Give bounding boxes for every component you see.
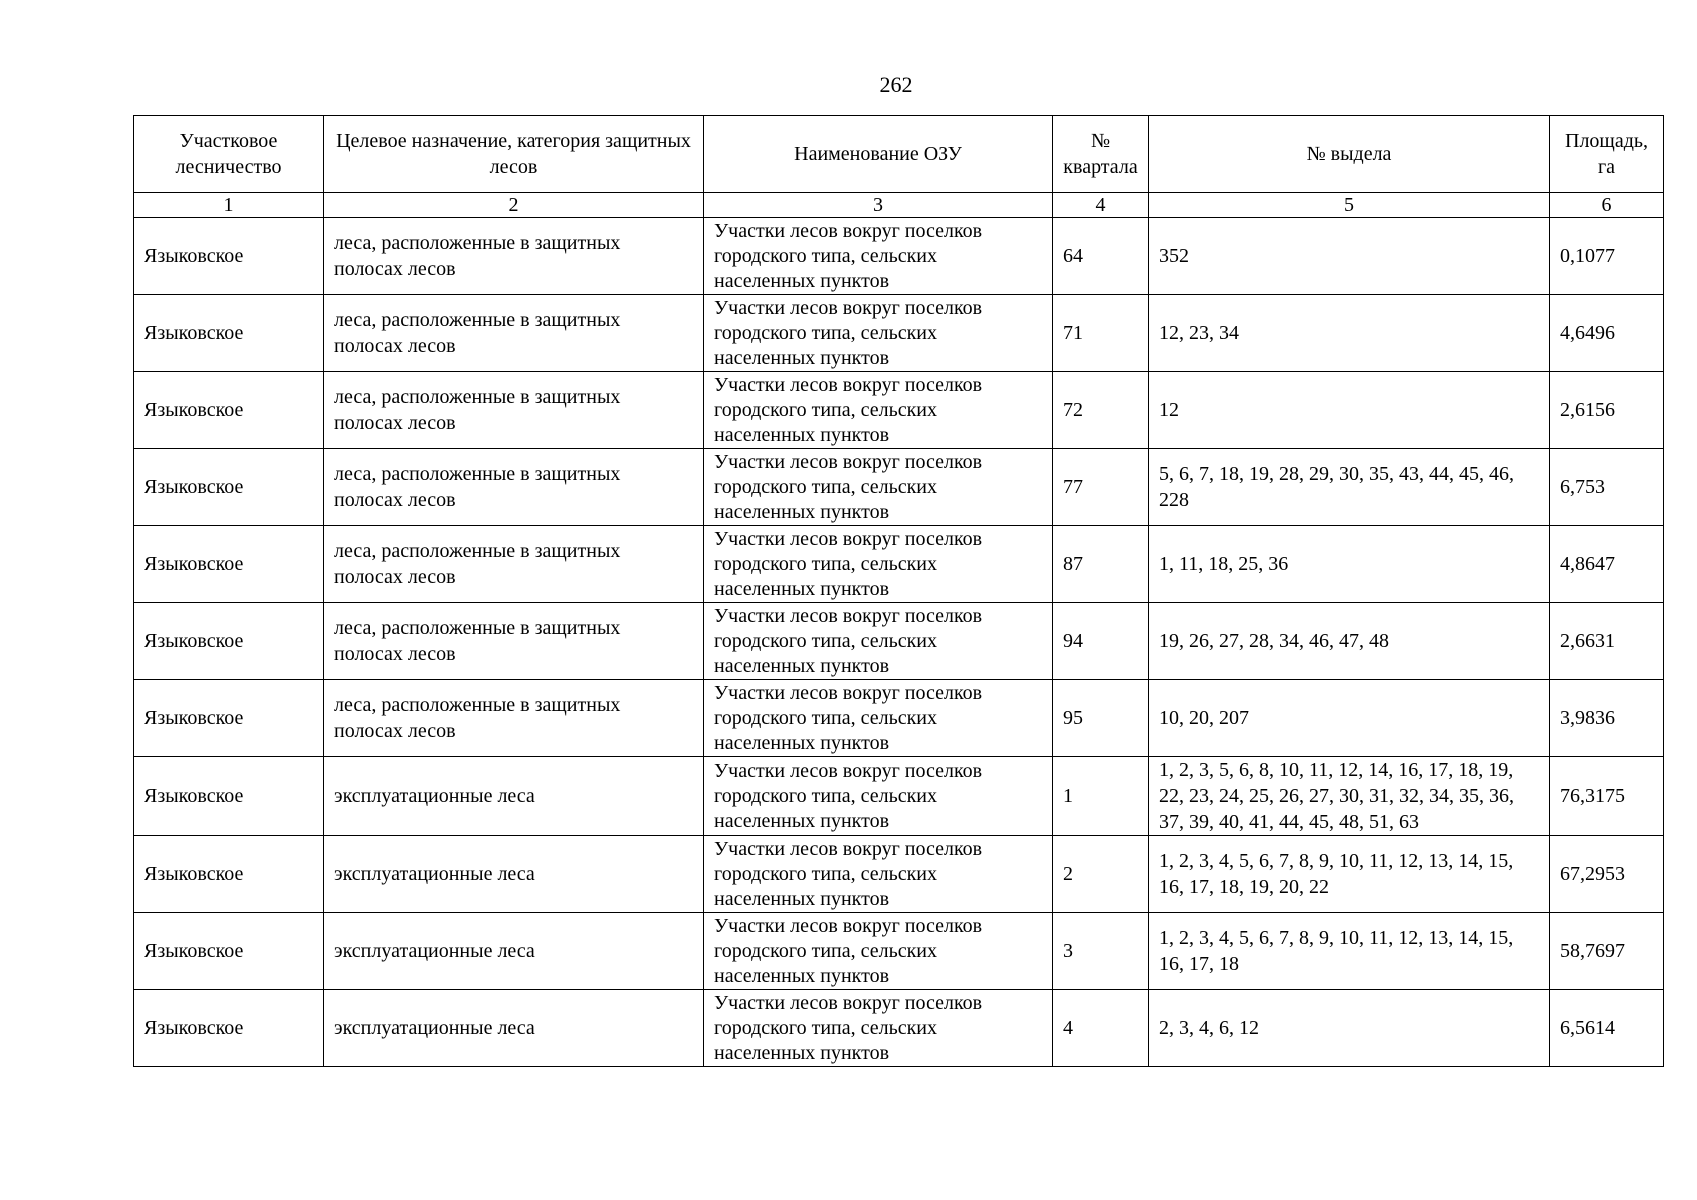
cell-forestry: Языковское	[134, 680, 324, 757]
cell-ozu-name: Участки лесов вокруг поселков городского типа, сельских населенных пунктов	[704, 449, 1053, 526]
cell-forestry: Языковское	[134, 836, 324, 913]
header-quarter: № квартала	[1053, 116, 1149, 193]
cell-ozu-name: Участки лесов вокруг поселков городского типа, сельских населенных пунктов	[704, 295, 1053, 372]
cell-quarter: 77	[1053, 449, 1149, 526]
table-row	[134, 836, 1664, 913]
header-ozu-name: Наименование ОЗУ	[704, 116, 1053, 193]
cell-forestry: Языковское	[134, 372, 324, 449]
cell-ozu-name: Участки лесов вокруг поселков городского типа, сельских населенных пунктов	[704, 372, 1053, 449]
cell-area: 0,1077	[1550, 218, 1664, 295]
cell-allotment: 10, 20, 207	[1149, 680, 1550, 757]
header-purpose: Целевое назначение, категория защитных лесов	[324, 116, 704, 193]
cell-quarter: 1	[1053, 757, 1149, 836]
cell-purpose: леса, расположенные в защитных полосах лесов	[324, 449, 704, 526]
cell-purpose: леса, расположенные в защитных полосах лесов	[324, 526, 704, 603]
cell-forestry: Языковское	[134, 913, 324, 990]
cell-ozu-name: Участки лесов вокруг поселков городского типа, сельских населенных пунктов	[704, 757, 1053, 836]
cell-allotment: 1, 11, 18, 25, 36	[1149, 526, 1550, 603]
cell-quarter: 2	[1053, 836, 1149, 913]
cell-area: 4,6496	[1550, 295, 1664, 372]
table-row	[134, 526, 1664, 603]
column-number-row	[134, 193, 1664, 218]
cell-purpose: эксплуатационные леса	[324, 836, 704, 913]
table-row	[134, 990, 1664, 1067]
table-row	[134, 218, 1664, 295]
cell-forestry: Языковское	[134, 218, 324, 295]
cell-quarter: 71	[1053, 295, 1149, 372]
cell-ozu-name: Участки лесов вокруг поселков городского типа, сельских населенных пунктов	[704, 603, 1053, 680]
cell-ozu-name: Участки лесов вокруг поселков городского типа, сельских населенных пунктов	[704, 990, 1053, 1067]
cell-area: 6,753	[1550, 449, 1664, 526]
cell-quarter: 72	[1053, 372, 1149, 449]
table-row	[134, 680, 1664, 757]
column-number: 6	[1550, 193, 1664, 218]
cell-purpose: эксплуатационные леса	[324, 757, 704, 836]
cell-allotment: 5, 6, 7, 18, 19, 28, 29, 30, 35, 43, 44, 45, 46, 228	[1149, 449, 1550, 526]
cell-forestry: Языковское	[134, 449, 324, 526]
cell-forestry: Языковское	[134, 757, 324, 836]
table-row	[134, 295, 1664, 372]
cell-area: 3,9836	[1550, 680, 1664, 757]
column-number: 2	[324, 193, 704, 218]
table-row	[134, 372, 1664, 449]
cell-area: 2,6631	[1550, 603, 1664, 680]
column-number: 5	[1149, 193, 1550, 218]
cell-area: 67,2953	[1550, 836, 1664, 913]
cell-quarter: 3	[1053, 913, 1149, 990]
cell-forestry: Языковское	[134, 990, 324, 1067]
table-row	[134, 603, 1664, 680]
cell-ozu-name: Участки лесов вокруг поселков городского типа, сельских населенных пунктов	[704, 913, 1053, 990]
cell-quarter: 87	[1053, 526, 1149, 603]
cell-ozu-name: Участки лесов вокруг поселков городского типа, сельских населенных пунктов	[704, 526, 1053, 603]
cell-purpose: леса, расположенные в защитных полосах лесов	[324, 218, 704, 295]
cell-forestry: Языковское	[134, 295, 324, 372]
cell-area: 58,7697	[1550, 913, 1664, 990]
column-number: 3	[704, 193, 1053, 218]
cell-forestry: Языковское	[134, 603, 324, 680]
cell-forestry: Языковское	[134, 526, 324, 603]
cell-purpose: эксплуатационные леса	[324, 990, 704, 1067]
cell-allotment: 12	[1149, 372, 1550, 449]
cell-ozu-name: Участки лесов вокруг поселков городского типа, сельских населенных пунктов	[704, 836, 1053, 913]
cell-quarter: 94	[1053, 603, 1149, 680]
cell-ozu-name: Участки лесов вокруг поселков городского типа, сельских населенных пунктов	[704, 218, 1053, 295]
cell-area: 2,6156	[1550, 372, 1664, 449]
header-area: Площадь, га	[1550, 116, 1664, 193]
table-row	[134, 913, 1664, 990]
cell-area: 76,3175	[1550, 757, 1664, 836]
cell-quarter: 64	[1053, 218, 1149, 295]
cell-purpose: леса, расположенные в защитных полосах лесов	[324, 603, 704, 680]
cell-area: 4,8647	[1550, 526, 1664, 603]
header-allotment: № выдела	[1149, 116, 1550, 193]
table-row	[134, 757, 1664, 836]
cell-purpose: леса, расположенные в защитных полосах лесов	[324, 680, 704, 757]
column-number: 1	[134, 193, 324, 218]
cell-ozu-name: Участки лесов вокруг поселков городского типа, сельских населенных пунктов	[704, 680, 1053, 757]
cell-allotment: 12, 23, 34	[1149, 295, 1550, 372]
table-row	[134, 449, 1664, 526]
header-forestry: Участковое лесничество	[134, 116, 324, 193]
cell-quarter: 4	[1053, 990, 1149, 1067]
cell-allotment: 1, 2, 3, 4, 5, 6, 7, 8, 9, 10, 11, 12, 13, 14, 15, 16, 17, 18	[1149, 913, 1550, 990]
cell-area: 6,5614	[1550, 990, 1664, 1067]
column-number: 4	[1053, 193, 1149, 218]
cell-allotment: 1, 2, 3, 4, 5, 6, 7, 8, 9, 10, 11, 12, 13, 14, 15, 16, 17, 18, 19, 20, 22	[1149, 836, 1550, 913]
cell-quarter: 95	[1053, 680, 1149, 757]
cell-allotment: 2, 3, 4, 6, 12	[1149, 990, 1550, 1067]
cell-purpose: эксплуатационные леса	[324, 913, 704, 990]
cell-allotment: 352	[1149, 218, 1550, 295]
table-header-row	[134, 116, 1664, 193]
cell-purpose: леса, расположенные в защитных полосах лесов	[324, 295, 704, 372]
forest-table	[133, 115, 1664, 1067]
cell-allotment: 19, 26, 27, 28, 34, 46, 47, 48	[1149, 603, 1550, 680]
cell-purpose: леса, расположенные в защитных полосах лесов	[324, 372, 704, 449]
cell-allotment: 1, 2, 3, 5, 6, 8, 10, 11, 12, 14, 16, 17, 18, 19, 22, 23, 24, 25, 26, 27, 30, 31, 32, 34, 35, 36, 37, 39, 40, 41, 44, 45, 48, 51, 63	[1149, 757, 1550, 836]
page-number: 262	[879, 72, 913, 97]
